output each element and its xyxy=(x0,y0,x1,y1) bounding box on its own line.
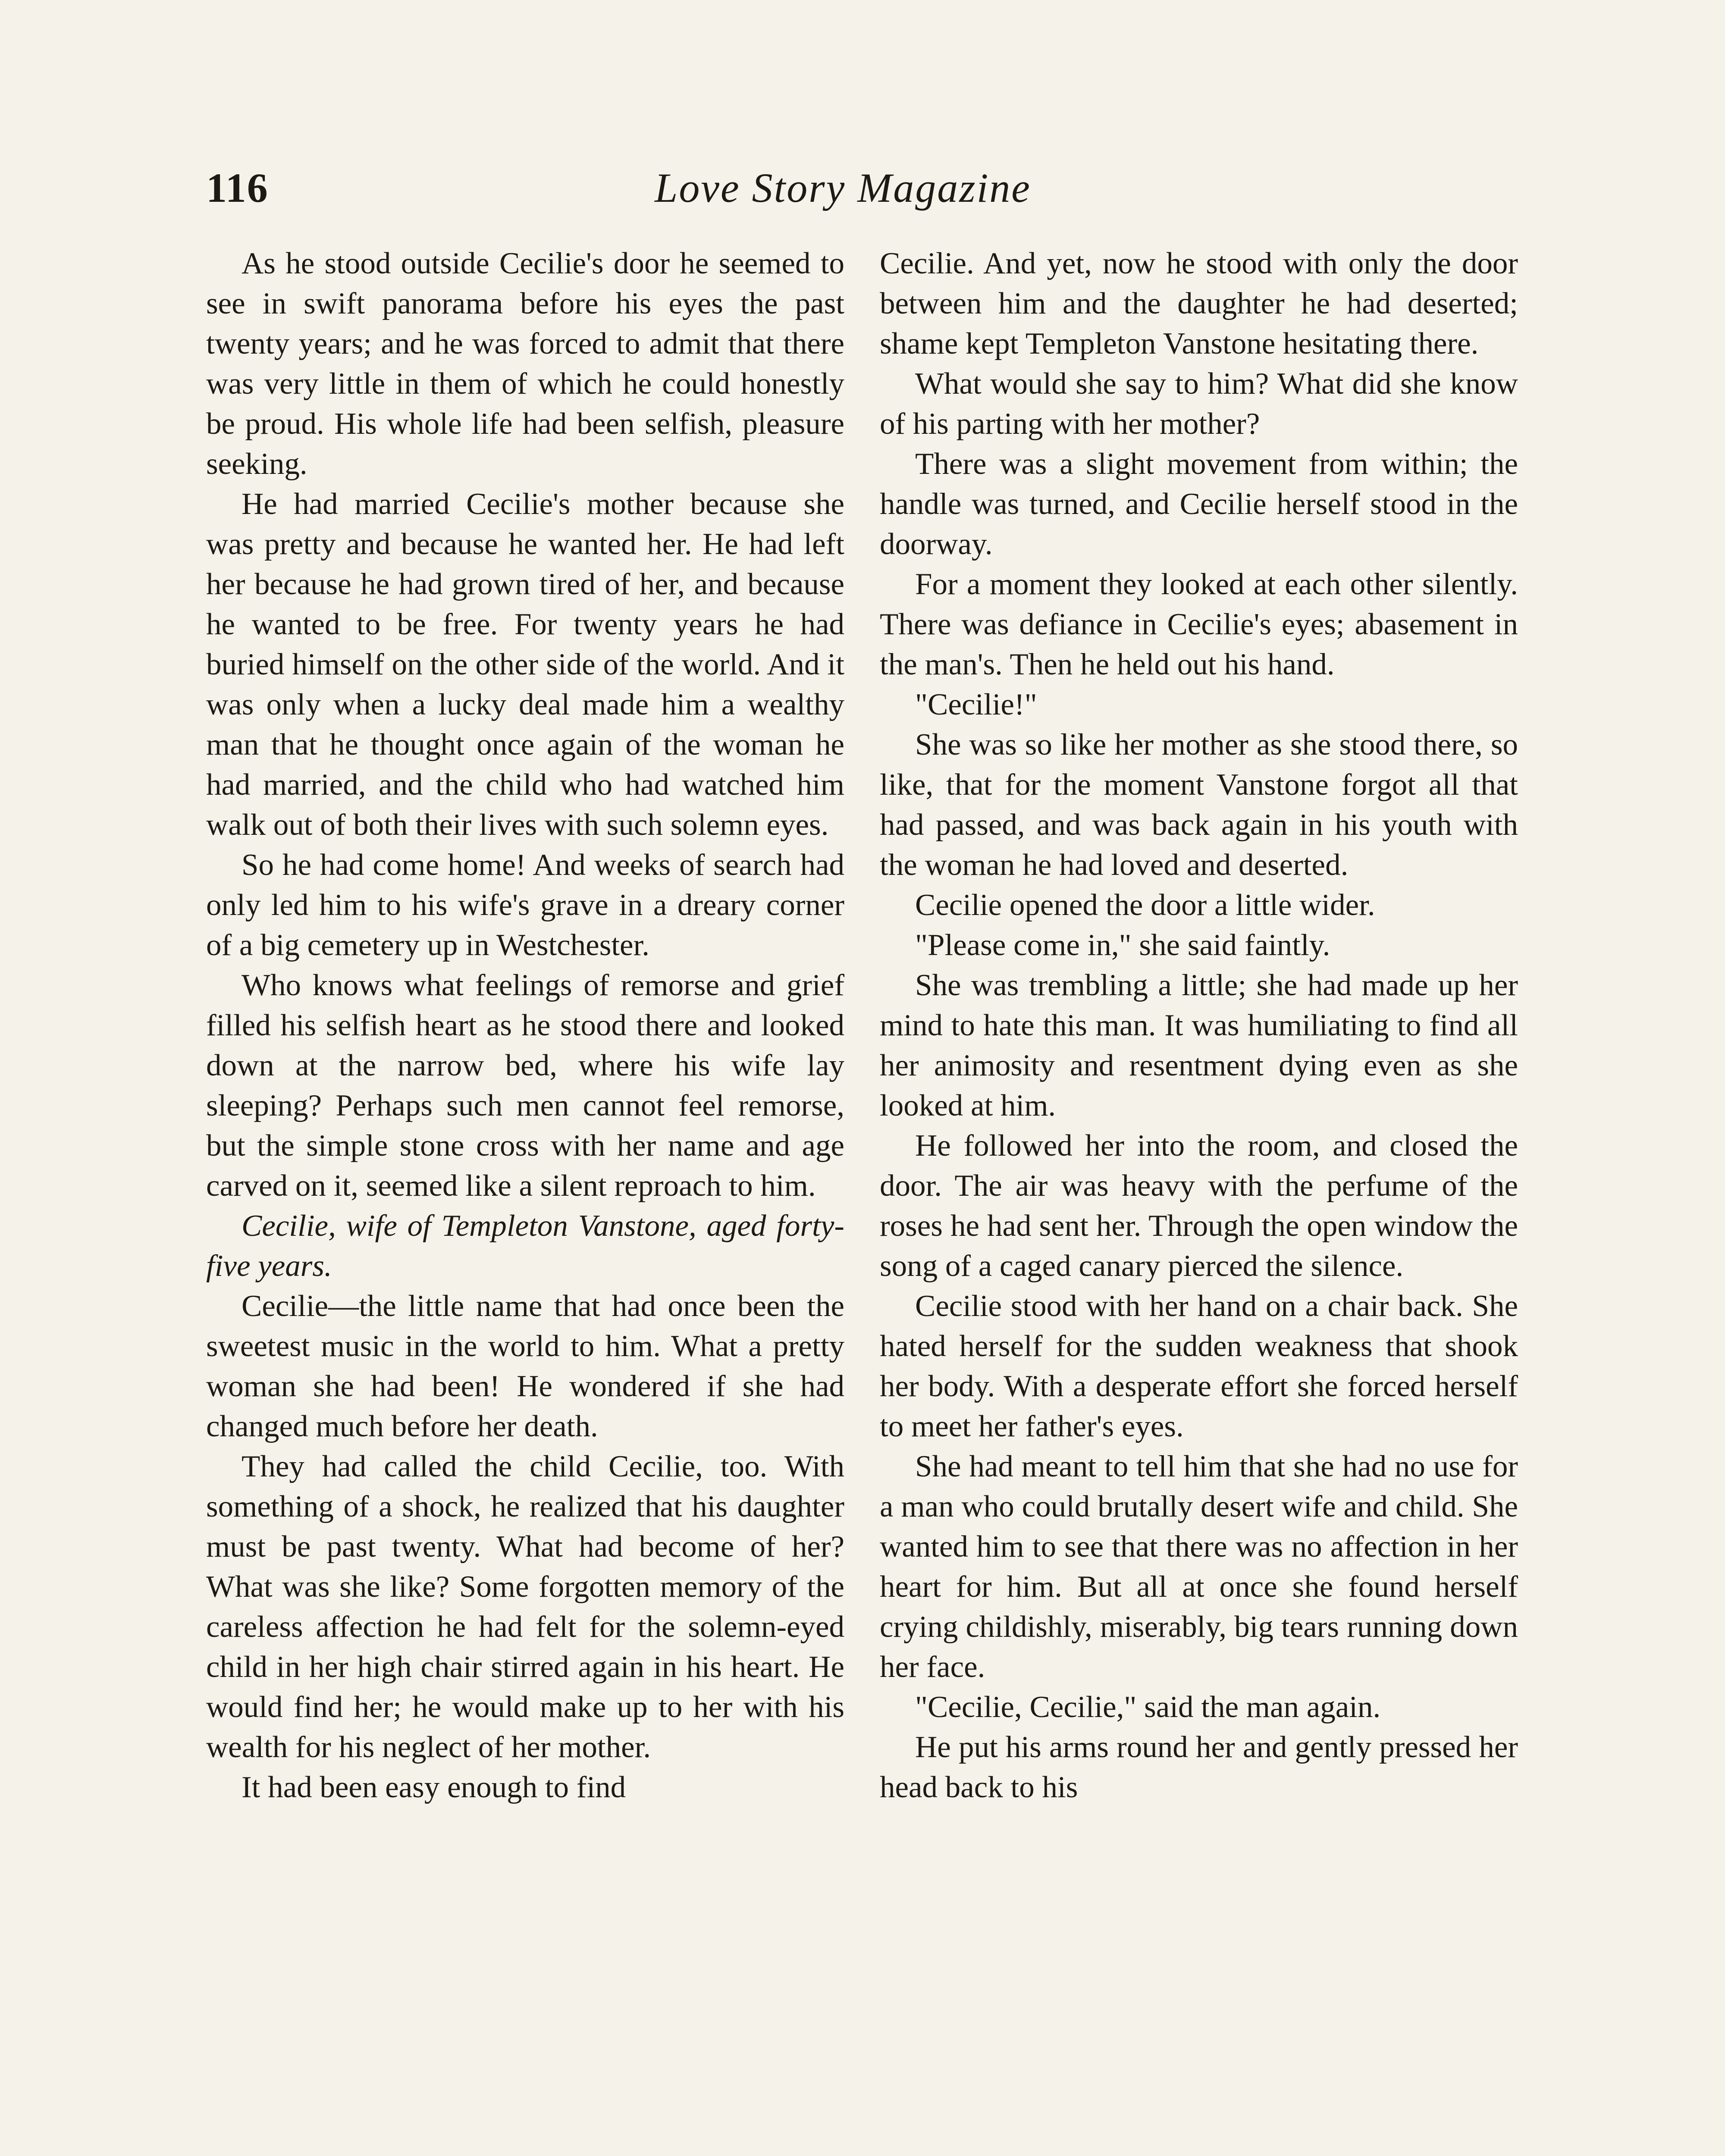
paragraph: "Please come in," she said faintly. xyxy=(915,928,1330,962)
paragraph: Cecilie opened the door a little wider. xyxy=(915,888,1375,922)
paragraph: "Cecilie, Cecilie," said the man again. xyxy=(915,1690,1381,1724)
running-title: Love Story Magazine xyxy=(655,165,1031,211)
paragraph: She was trembling a little; she had made up her mind to hate this man. It was humiliating to find all her animosity and resentment dying even as she looked at him. xyxy=(880,968,1518,1122)
paragraph-continued: Cecilie. And yet, now he stood with only the door between him and the daughter he had deserted; shame kept Templeton Vanstone hesitating there. xyxy=(880,247,1518,360)
paragraph: What would she say to him? What did she know of his parting with her mother? xyxy=(880,367,1518,441)
paragraph: Who knows what feelings of remorse and grief filled his selfish heart as he stood there and looked down at the narrow bed, where his wife lay sleeping? Perhaps such men cannot feel remorse, but the simple stone cross with her name and age carved on it, seemed like a silent reproach to him. xyxy=(206,968,844,1203)
gravestone-inscription: Cecilie, wife of Templeton Vanstone, aged forty-five years. xyxy=(206,1209,844,1283)
paragraph: It had been easy enough to find xyxy=(242,1771,626,1804)
paragraph: She was so like her mother as she stood there, so like, that for the moment Vanstone forgot all that had passed, and was back again in his youth with the woman he had loved and deserted. xyxy=(880,728,1518,882)
page-number: 116 xyxy=(206,165,269,211)
paragraph: She had meant to tell him that she had no use for a man who could brutally desert wife and child. She wanted him to see that there was no affection in her heart for him. But all at once she found herself crying childishly, miserably, big tears running down her face. xyxy=(880,1450,1518,1684)
paragraph: "Cecilie!" xyxy=(915,688,1037,721)
right-column xyxy=(880,244,1518,1808)
paragraph: There was a slight movement from within; the handle was turned, and Cecilie herself stood in the doorway. xyxy=(880,447,1518,561)
paragraph: He followed her into the room, and closed the door. The air was heavy with the perfume of the roses he had sent her. Through the open window the song of a caged canary pierced the silence. xyxy=(880,1129,1518,1283)
left-column xyxy=(206,244,844,1808)
paragraph: He had married Cecilie's mother because she was pretty and because he wanted her. He had left her because he had grown tired of her, and because he wanted to be free. For twenty years he had buried himself on the other side of the world. And it was only when a lucky deal made him a wealthy man that he thought once again of the woman he had married, and the child who had watched him walk out of both their lives with such solemn eyes. xyxy=(206,487,844,842)
paragraph: For a moment they looked at each other silently. There was defiance in Cecilie's eyes; abasement in the man's. Then he held out his hand. xyxy=(880,567,1518,681)
paragraph: So he had come home! And weeks of search had only led him to his wife's grave in a dreary corner of a big cemetery up in Westchester. xyxy=(206,848,844,962)
paragraph: He put his arms round her and gently pressed her head back to his xyxy=(880,1730,1518,1804)
page-header xyxy=(206,164,1513,233)
paragraph: Cecilie stood with her hand on a chair back. She hated herself for the sudden weakness that shook her body. With a desperate effort she forced herself to meet her father's eyes. xyxy=(880,1289,1518,1443)
paragraph: As he stood outside Cecilie's door he seemed to see in swift panorama before his eyes the past twenty years; and he was forced to admit that there was very little in them of which he could honestly be proud. His whole life had been selfish, pleasure seeking. xyxy=(206,247,844,481)
paragraph: They had called the child Cecilie, too. With something of a shock, he realized that his daughter must be past twenty. What had become of her? What was she like? Some forgotten memory of the careless affection he had felt for the solemn-eyed child in her high chair stirred again in his heart. He would find her; he would make up to her with his wealth for his neglect of her mother. xyxy=(206,1450,844,1764)
paragraph: Cecilie—the little name that had once been the sweetest music in the world to him. What a pretty woman she had been! He wondered if she had changed much before her death. xyxy=(206,1289,844,1443)
